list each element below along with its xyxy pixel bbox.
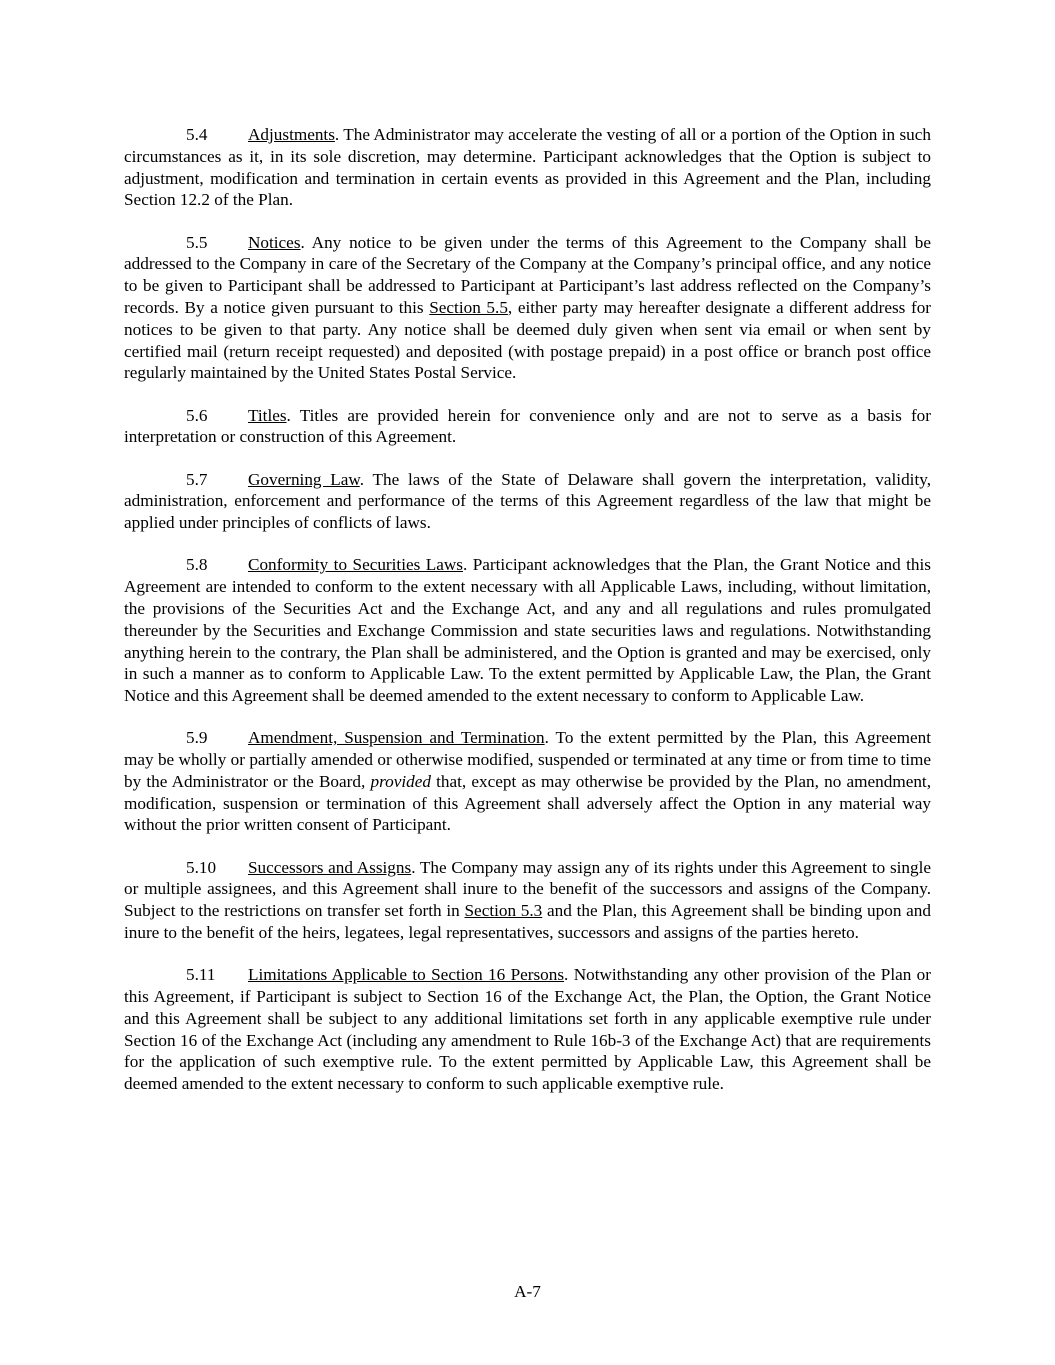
- section-title: Limitations Applicable to Section 16 Persons: [248, 965, 565, 985]
- section-title: Conformity to Securities Laws: [248, 555, 463, 575]
- section-text: . The Administrator may accelerate the vesting of all or a portion of the Option in such circumstances as it, in its sole discretion, may determine. Participant acknowledges that the Option is subject to adjustment, modification and termination in certain events as provided in this Agreement and the Plan, including Section 12.2 of the Plan.: [124, 125, 931, 210]
- section-text: and the Plan, this Agreement shall be binding upon and inure to the benefit of the heirs, legatees, legal representatives, successors and assigns of the parties hereto.: [124, 901, 931, 943]
- section-reference: Section 5.5: [429, 297, 508, 317]
- section-text: . Any notice to be given under the terms of this Agreement to the Company shall be addressed to the Company in care of the Secretary of the Company at the Company’s principal office, and any notice to be given to Participant shall be addressed to Participant at Participant’s last address reflected on the Company’s records. By a notice given pursuant to this: [124, 232, 931, 317]
- section-text: , either party may hereafter designate a different address for notices to be given to that party. Any notice shall be deemed duly given when sent via email or when sent by certified mail (return receipt requested) and deposited (with postage prepaid) in a post office or branch post office regularly maintained by the United States Postal Service.: [124, 297, 932, 383]
- section-title: Adjustments: [248, 125, 335, 144]
- section-text: that, except as may otherwise be provided by the Plan, no amendment, modification, suspension or termination of this Agreement shall adversely affect the Option in any material way without the prior written consent of Participant.: [124, 771, 932, 835]
- document-body: [124, 124, 931, 1115]
- section-text: . Titles are provided herein for convenience only and are not to serve as a basis for interpretation or construction of this Agreement.: [124, 405, 931, 447]
- section-5-10: [124, 857, 931, 944]
- section-title: Notices: [248, 232, 301, 252]
- page-number: A-7: [514, 1282, 541, 1301]
- section-title: Governing Law: [248, 469, 360, 489]
- section-5-5: [124, 232, 931, 385]
- italic-text: , provided: [360, 771, 431, 791]
- section-text: . The Company may assign any of its rights under this Agreement to single or multiple assignees, and this Agreement shall inure to the benefit of the successors and assigns of the Company. Subject to the restrictions on transfer set forth in: [124, 857, 931, 921]
- section-5-9: [124, 727, 931, 836]
- section-number: 5.6: [186, 405, 208, 425]
- section-reference: Section 5.3: [464, 901, 543, 921]
- section-text: . The laws of the State of Delaware shall govern the interpretation, validity, administration, enforcement and performance of the terms of this Agreement regardless of the law that might be applied under principles of conflicts of laws.: [124, 469, 932, 533]
- section-number: 5.11: [186, 965, 216, 985]
- section-title: Amendment, Suspension and Termination: [248, 728, 545, 748]
- section-number: 5.8: [186, 555, 208, 575]
- section-number: 5.7: [186, 469, 208, 489]
- section-text: . Participant acknowledges that the Plan, the Grant Notice and this Agreement are intended to conform to the extent necessary with all Applicable Laws, including, without limitation, the provisions of the Securities Act and the Exchange Act, and any and all regulations and rules promulgated thereunder by the Securities and Exchange Commission and state securities laws and regulations. Notwithstanding anything herein to the contrary, the Plan shall be administered, and the Option is granted and may be exercised, only in such a manner as to conform to Applicable Law. To the extent permitted by Applicable Law, the Plan, the Grant Notice and this Agreement shall be deemed amended to the extent necessary to conform to Applicable Law.: [124, 555, 931, 706]
- section-5-6: [124, 405, 931, 449]
- section-number: 5.9: [186, 728, 208, 748]
- section-5-7: [124, 469, 931, 534]
- section-number: 5.10: [186, 857, 217, 877]
- section-5-8: [124, 554, 931, 707]
- section-5-4: [124, 124, 931, 211]
- section-number: 5.5: [186, 232, 208, 252]
- section-5-11: [124, 964, 931, 1095]
- section-text: . Notwithstanding any other provision of the Plan or this Agreement, if Participant is subject to Section 16 of the Exchange Act, the Plan, the Option, the Grant Notice and this Agreement shall be subject to any additional limitations set forth in any applicable exemptive rule under Section 16 of the Exchange Act (including any amendment to Rule 16b-3 of the Exchange Act) that are requirements for the application of such exemptive rule. To the extent permitted by Applicable Law, this Agreement shall be deemed amended to the extent necessary to conform to such applicable exemptive rule.: [124, 965, 931, 1094]
- section-text: . To the extent permitted by the Plan, this Agreement may be wholly or partially amended or otherwise modified, suspended or terminated at any time or from time to time by the Administrator or the Board: [124, 728, 931, 791]
- section-title: Titles: [248, 405, 287, 425]
- section-number: 5.4: [186, 125, 208, 144]
- section-title: Successors and Assigns: [248, 857, 412, 877]
